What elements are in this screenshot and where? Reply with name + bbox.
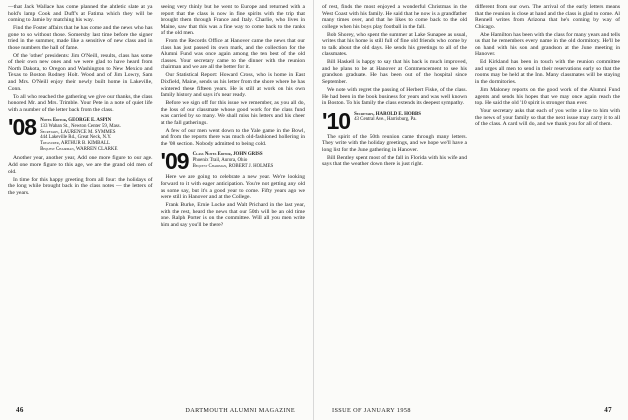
left-column-1 bbox=[8, 4, 153, 398]
right-column-1 bbox=[322, 4, 467, 398]
paragraph: Our Statistical Report: Howard Cross, who is home in East Dixfield, Maine, sends us his letter from the shore where he has wintered these fifteen years. He is still at work on his own family history and says it's near ready. bbox=[160, 72, 305, 99]
class-heading-09 bbox=[160, 148, 306, 175]
page-number: 47 bbox=[604, 406, 612, 414]
issue-date: ISSUE OF JANUARY 1958 bbox=[332, 407, 411, 414]
treasurer-name: ARTHUR B. KIMBALL bbox=[60, 141, 110, 147]
paragraph: Abe Hamilton has been with the class for many years and tells us that he remembers every name in the old dormitory. He'll be on hand with his son and grandson at the June meeting in Hanover. bbox=[475, 31, 620, 58]
editor-address: Phoenix Trail, Aurora, Ohio bbox=[192, 158, 248, 164]
secretary-address: 444 Lakeville Rd., Great Neck, N.Y. bbox=[40, 135, 112, 141]
paragraph: We note with regret the passing of Herbert Fiske, of the class. He had been in the book business for years and was well known in Boston. To his family the class extends its deepest sympathy. bbox=[322, 87, 467, 107]
secretary-address: 43 Central Ave., Harrisburg, Pa. bbox=[354, 117, 417, 123]
paragraph: To all who reached the gathering we give our thanks, the class honored Mr. and Mrs. Trimble. Your Pete in a note of quiet life with a number of the letter back from the class. bbox=[8, 93, 153, 113]
paragraph: Jim Maloney reports on the good work of the Alumni Fund agents and sends his hopes that we may once again reach the top. He said the old '10 spirit is stronger than ever. bbox=[475, 87, 620, 107]
magazine-title: DARTMOUTH ALUMNI MAGAZINE bbox=[185, 407, 295, 414]
paragraph: of rest, finds the most enjoyed a wonderful Christmas in the West Coast with his family. He said that he now is a grandfather many times over, and that he likes to come back to the old college when his boys play football in the fall. bbox=[322, 4, 467, 30]
class-officers bbox=[193, 151, 274, 169]
paragraph: different from our own. The arrival of the early letters means that the reunion is close at hand and the class is glad to come. Al Rennell writes from Arizona that he's coming by way of Chicago. bbox=[475, 4, 620, 30]
paragraph: Here we are going to celebrate a new year. We're looking forward to it with eager anticipation. You're not getting any old as some say, but it's a good year to come. Fifty years ago we were still in Hanover and at the College. bbox=[160, 174, 305, 201]
bequest-label: Bequest Chairman, bbox=[40, 146, 75, 152]
right-column-2 bbox=[475, 4, 620, 398]
paragraph: Bill Haskell is happy to say that his back is much improved, and he plans to be at Hanover at Commencement to see his grandson graduate. He has been out of the hospital since September. bbox=[322, 59, 467, 86]
paragraph: Bob Shorey, who spent the summer at Lake Sunapee as usual, writes that his home is still full of fine old friends who come by to talk about the old days. He sends his greetings to all of the classmates. bbox=[322, 31, 467, 58]
class-heading-08 bbox=[8, 114, 153, 152]
left-columns bbox=[8, 4, 305, 398]
secretary: Secretary, HAROLD E. HOBBS bbox=[354, 111, 421, 117]
paragraph: —that Jack Wallace has come planned the ahtletic slate at ya hold's lamp Cook and Duff's at Fatima which they will be coming to Jamie by matching his way. bbox=[8, 4, 153, 24]
paragraph: Ed Kirkland has been in touch with the reunion committee and urges all men to send in their reservations early so that the rooms may be held at the Inn. Many classmates will be staying in the dormitories. bbox=[475, 59, 620, 86]
paragraph: Of the 'other' presidents: Jim O'Neill, results, class has some of their own new ones and we were glad to have heard from North Dakota, to Oregon and Washington to New Mexico and Texas to Boston Rodney Holt. Wood and of Jim Lowry, Sam and Mrs. O'Neill enjoy their newly built home in Lakeville, Conn. bbox=[8, 52, 153, 92]
class-year: '10 bbox=[322, 107, 351, 134]
class-officers bbox=[40, 117, 121, 152]
paragraph: seeing very thinly but he went to Europe and returned with a report that the class is now in fine spirits with the trip that brought them through France and Italy. Charlie, who lives in Maine, saw that this was a fine way to come back to the ranks of the old men. bbox=[160, 4, 305, 37]
editor-address: 133 Waban St., Newton Center 59, Mass. bbox=[40, 123, 121, 129]
paragraph: Your secretary asks that each of you write a line to him with the news of your family so that the next issue may carry it to all of the class. A card will do, and we thank you for all of them. bbox=[475, 108, 620, 128]
paragraph: Find the Foster affairs that he has come and the news who has gone to so without those. Somersby last time before the signer tried in the summer, made like a sensitive of new class and in those numbers the hall of fame. bbox=[8, 25, 153, 51]
paragraph: Frank Burke, Ernie Locke and Walt Prichard in the last year, with the rest, heard the news that our 50th will be an old time one. Ralph Porter is on the committee. Will all you men write him and say you'll be there? bbox=[160, 202, 305, 228]
notes-editor: Notes Editor, GEORGE E. ASPIN bbox=[40, 118, 112, 124]
paragraph: The spirit of the 50th reunion came through many letters. They write with the holiday greetings, and we hope we'll have a long list for the June gathering in Hanover. bbox=[322, 133, 467, 153]
right-columns bbox=[322, 4, 620, 398]
bequest-name: ROBERT J. HOLMES bbox=[228, 163, 274, 169]
class-year: '09 bbox=[160, 148, 189, 175]
paragraph: A few of our men went down to the Yale game in the Bowl, and from the reports there was much old-fashioned hollering in the '08 section. Nobody admitted to being cold. bbox=[160, 127, 305, 147]
left-footer bbox=[8, 404, 305, 414]
class-officers bbox=[354, 111, 421, 123]
paragraph: In time for this happy greeting from all four: the holidays of the long while brought back in the class notes — the letters of the years. bbox=[8, 176, 153, 196]
treasurer-label: Treasurer, bbox=[40, 141, 60, 147]
bequest-label: Bequest Chairman, bbox=[192, 163, 228, 169]
bequest-name: WARREN CLARKE bbox=[76, 146, 118, 152]
right-page bbox=[314, 0, 628, 420]
right-footer bbox=[322, 404, 620, 414]
notes-editor: Class Notes Editor, JOHN GRISS bbox=[192, 152, 263, 158]
class-heading-10 bbox=[322, 107, 467, 134]
paragraph: Another year, another year, Add one more figure to our age. Add one more figure to this age, we are the grand old men of old. bbox=[8, 155, 153, 175]
secretary-label: Secretary, bbox=[40, 129, 60, 135]
paragraph: Before we sign off for this issue we remember, as you all do, the loss of our classmate whose good work for the class fund was carried by so many. We shall miss his letters and his cheer at the fall gatherings. bbox=[160, 100, 305, 126]
paragraph: Bill Bentley spent most of the fall in Florida with his wife and says that the weather down there is just right. bbox=[322, 154, 467, 168]
left-column-2 bbox=[161, 4, 306, 398]
paragraph: From the Records Office at Hanover came the news that our class has just passed its own mark, and the collection for the Alumni Fund was once again among the ten best of the old classes. Your secretary came to the dinner with the reunion chairman and we are all the better for it. bbox=[160, 38, 305, 71]
class-year: '08 bbox=[8, 114, 37, 141]
secretary-name: LAURENCE M. SYMMES bbox=[60, 129, 116, 135]
page-number: 46 bbox=[16, 406, 24, 414]
